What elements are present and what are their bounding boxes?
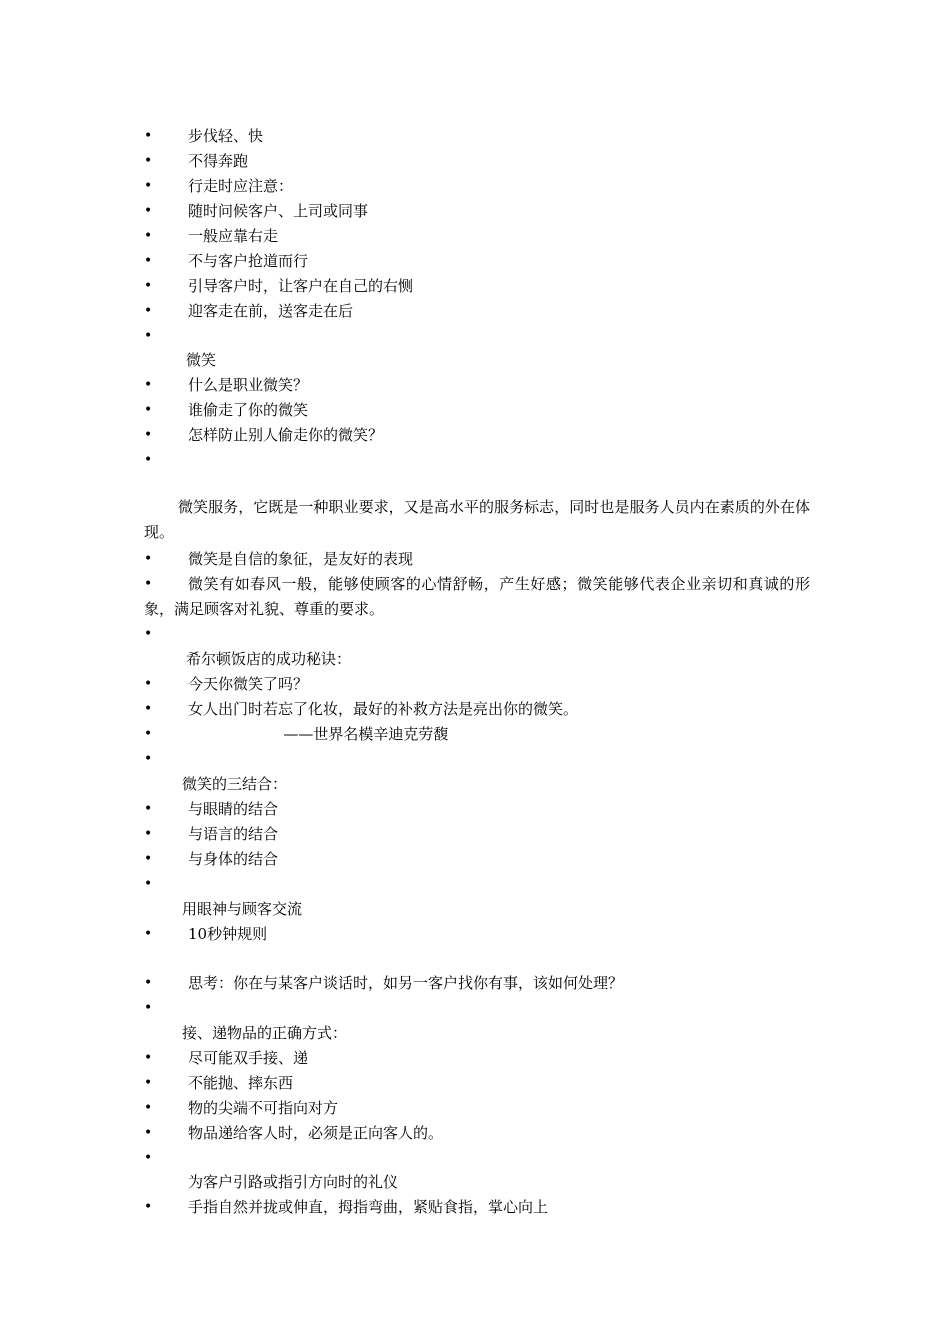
bullet-icon: • [144,452,153,468]
list-item [0,697,950,722]
list-item-text: 与身体的结合 [188,850,279,868]
list-item [0,1096,950,1121]
list-item-text: 10秒钟规则 [188,925,268,943]
empty-list-item [0,747,950,772]
bullet-icon: • [144,1199,153,1215]
list-item [0,398,950,423]
empty-list-item [0,448,950,473]
list-item-text: 与眼睛的结合 [188,800,279,818]
bullet-icon: • [144,876,153,892]
empty-list-item [0,1146,950,1171]
list-item [0,847,950,872]
section-heading-text: 接、递物品的正确方式： [182,1024,348,1042]
list-item [0,1121,950,1146]
section-heading-text: 微笑的三结合： [182,775,288,793]
list-item-text: 随时问候客户、上司或同事 [188,202,369,220]
list-item [0,249,950,274]
list-item-text: 思考：你在与某客户谈话时，如另一客户找你有事，该如何处理？ [188,974,624,992]
bullet-icon: • [144,228,153,244]
bullet-icon: • [144,801,153,817]
list-item [0,822,950,847]
list-item-text: 步伐轻、快 [188,127,264,145]
section-heading-text: 希尔顿饭店的成功秘诀： [186,650,352,668]
bullet-icon: • [144,1075,153,1091]
list-item [0,199,950,224]
section-heading-text: 为客户引路或指引方向时的礼仪 [188,1173,399,1191]
list-item [0,124,950,149]
bullet-icon: • [144,626,153,642]
list-item [0,547,950,572]
list-item-text: 不得奔跑 [188,152,249,170]
list-item [0,672,950,697]
list-item-text: 与语言的结合 [188,825,279,843]
list-item [0,423,950,448]
section-heading [0,772,950,797]
list-item-text: 微笑是自信的象征，是友好的表现 [188,550,414,568]
list-item [0,299,950,324]
list-item-text: 不能抛、摔东西 [188,1074,294,1092]
list-item-text: 引导客户时，让客户在自己的右恻 [188,277,414,295]
bullet-icon: • [144,576,153,592]
section-heading [0,897,950,922]
bullet-icon: • [144,1150,153,1166]
list-item [0,224,950,249]
bullet-icon: • [144,178,153,194]
empty-list-item [0,996,950,1021]
list-item-text: 迎客走在前，送客走在后 [188,302,354,320]
bullet-icon: • [144,278,153,294]
list-item-text: 怎样防止别人偷走你的微笑？ [188,426,384,444]
empty-list-item [0,324,950,349]
bullet-icon: • [144,1125,153,1141]
bullet-icon: • [144,751,153,767]
list-item [0,1046,950,1071]
list-item-text: 今天你微笑了吗？ [188,675,309,693]
section-heading [0,1021,950,1046]
bullet-icon: • [144,826,153,842]
list-item [0,149,950,174]
bullet-icon: • [144,203,153,219]
bullet-icon: • [144,551,153,567]
list-item-text: 尽可能双手接、递 [188,1049,309,1067]
section-heading [0,1170,950,1195]
list-item [0,1071,950,1096]
bullet-icon: • [144,676,153,692]
section-heading-text: 用眼神与顾客交流 [182,900,303,918]
bullet-icon: • [144,1050,153,1066]
list-item [0,971,950,996]
list-item-text: 物品递给客人时，必须是正向客人的。 [188,1124,444,1142]
list-item-text: 物的尖端不可指向对方 [188,1099,339,1117]
section-heading-text: 微笑 [186,351,217,369]
list-item-text: 谁偷走了你的微笑 [188,401,309,419]
empty-list-item [0,622,950,647]
bullet-icon: • [144,153,153,169]
list-item-text: 女人出门时若忘了化妆，最好的补救方法是亮出你的微笑。 [188,700,579,718]
list-item [0,174,950,199]
list-item-text: 一般应靠右走 [188,227,279,245]
bullet-icon: • [144,402,153,418]
list-item [0,922,950,947]
list-item [0,274,950,299]
list-item [0,797,950,822]
list-item-text: 不与客户抢道而行 [188,252,309,270]
bullet-icon: • [144,427,153,443]
list-item [0,373,950,398]
empty-list-item [0,872,950,897]
bullet-icon: • [144,975,153,991]
list-item-text: 行走时应注意： [188,177,294,195]
list-item-text: 微笑有如春风一般，能够使顾客的心情舒畅，产生好感；微笑能够代表企业亲切和真诚的形象，满足顾客对礼貌、尊重的要求。 [144,575,810,618]
list-item [0,1195,950,1220]
bullet-icon: • [144,128,153,144]
bullet-icon: • [144,701,153,717]
bullet-icon: • [144,303,153,319]
bullet-icon: • [144,377,153,393]
list-item-text: 手指自然并拢或伸直，拇指弯曲，紧贴食指，掌心向上 [188,1198,549,1216]
list-item [0,572,950,622]
bullet-icon: • [144,851,153,867]
list-item-text: 什么是职业微笑？ [188,376,309,394]
list-item-text: ——世界名模辛迪克劳馥 [188,725,449,743]
bullet-icon: • [144,253,153,269]
list-item [0,722,950,747]
bullet-icon: • [144,926,153,942]
bullet-icon: • [144,1100,153,1116]
bullet-icon: • [144,1000,153,1016]
body-paragraph: 微笑服务，它既是一种职业要求，又是高水平的服务标志，同时也是服务人员内在素质的外在体现。 [144,498,810,541]
section-heading [0,348,950,373]
bullet-icon: • [144,328,153,344]
section-heading [0,647,950,672]
bullet-icon: • [144,726,153,742]
